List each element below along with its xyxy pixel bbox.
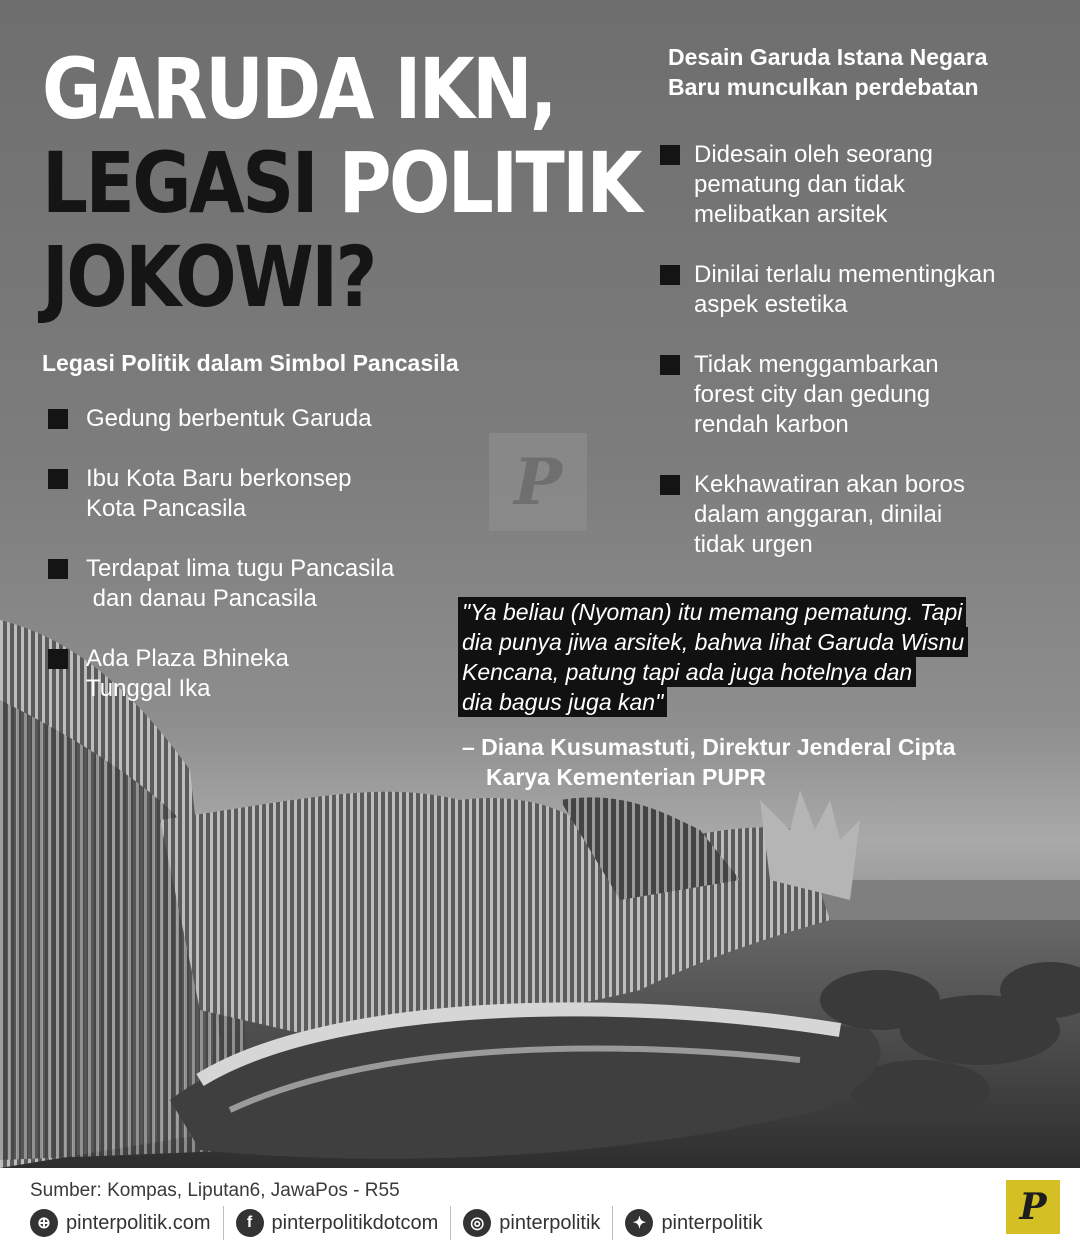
list-item [48, 404, 448, 434]
list-item-text: Ibu Kota Baru berkonsep [86, 465, 352, 492]
list-item-text: pematung dan tidak [694, 171, 905, 198]
list-item-text: Ada Plaza Bhineka [86, 645, 289, 672]
left-subheading: Legasi Politik dalam Simbol Pancasila [42, 350, 459, 376]
quote-line: dia punya jiwa arsitek, bahwa lihat Garuda Wisnu [458, 627, 968, 657]
list-item-text: melibatkan arsitek [694, 201, 888, 228]
right-subheading-line: Desain Garuda Istana Negara [668, 44, 988, 70]
attribution-line: – Diana Kusumastuti, Direktur Jenderal Cipta [462, 734, 956, 760]
list-item-text: Kota Pancasila [86, 495, 247, 522]
instagram-icon: ◎ [463, 1209, 491, 1237]
social-links [30, 1206, 763, 1240]
title-line-2-dark: LEGASI [42, 134, 339, 232]
title-line-2-white: POLITIK [338, 134, 640, 232]
website-link[interactable] [30, 1209, 211, 1237]
list-item-text: Dinilai terlalu mementingkan [694, 261, 996, 288]
twitter-link[interactable] [625, 1209, 762, 1237]
list-item [48, 644, 448, 704]
square-bullet-icon [660, 145, 680, 165]
list-item-text: Tidak menggambarkan [694, 351, 939, 378]
list-item-text: Tunggal Ika [86, 675, 211, 702]
quote-block [458, 597, 1068, 717]
list-item-text: Kekhawatiran akan boros [694, 471, 965, 498]
watermark-letter: P [513, 444, 563, 520]
instagram-link[interactable] [463, 1209, 600, 1237]
square-bullet-icon [48, 649, 68, 669]
instagram-label: pinterpolitik [499, 1211, 601, 1234]
square-bullet-icon [48, 409, 68, 429]
list-item-text: tidak urgen [694, 531, 813, 558]
attribution-line: Karya Kementerian PUPR [486, 764, 766, 790]
facebook-label: pinterpolitikdotcom [271, 1211, 439, 1234]
square-bullet-icon [660, 355, 680, 375]
title-line-1: GARUDA IKN, [42, 40, 555, 138]
facebook-link[interactable] [236, 1209, 439, 1237]
main-title [42, 42, 640, 324]
list-item [660, 350, 1060, 440]
website-label: pinterpolitik.com [66, 1211, 211, 1234]
logo-letter: P [1019, 1186, 1047, 1228]
source-credits: Sumber: Kompas, Liputan6, JawaPos - R55 [30, 1180, 400, 1201]
list-item [48, 554, 448, 614]
title-line-3: JOKOWI? [42, 228, 375, 326]
quote-line: dia bagus juga kan" [458, 687, 667, 717]
globe-icon: ⊕ [30, 1209, 58, 1237]
list-item [660, 260, 1060, 320]
facebook-icon: f [236, 1209, 264, 1237]
right-subheading-line: Baru munculkan perdebatan [668, 74, 979, 100]
list-item [48, 464, 448, 524]
quote-line: "Ya beliau (Nyoman) itu memang pematung. Tapi [458, 597, 966, 627]
list-item [660, 470, 1060, 560]
divider [612, 1206, 613, 1240]
left-bullet-list [48, 404, 448, 734]
list-item [660, 140, 1060, 230]
quote-line: Kencana, patung tapi ada juga hotelnya dan [458, 657, 916, 687]
right-bullet-list [660, 140, 1060, 590]
list-item-text: forest city dan gedung [694, 381, 931, 408]
square-bullet-icon [660, 265, 680, 285]
twitter-icon: ✦ [625, 1209, 653, 1237]
divider [450, 1206, 451, 1240]
list-item-text: Gedung berbentuk Garuda [86, 405, 372, 432]
list-item-text: Terdapat lima tugu Pancasila [86, 555, 395, 582]
right-subheading [668, 42, 1048, 102]
twitter-label: pinterpolitik [661, 1211, 763, 1234]
quote-attribution [462, 732, 1062, 792]
square-bullet-icon [660, 475, 680, 495]
divider [223, 1206, 224, 1240]
pinterpolitik-logo [1006, 1180, 1060, 1234]
list-item-text: dalam anggaran, dinilai [694, 501, 943, 528]
square-bullet-icon [48, 469, 68, 489]
watermark-logo [489, 433, 587, 531]
square-bullet-icon [48, 559, 68, 579]
list-item-text: dan danau Pancasila [86, 585, 317, 612]
list-item-text: aspek estetika [694, 291, 848, 318]
list-item-text: Didesain oleh seorang [694, 141, 933, 168]
list-item-text: rendah karbon [694, 411, 849, 438]
